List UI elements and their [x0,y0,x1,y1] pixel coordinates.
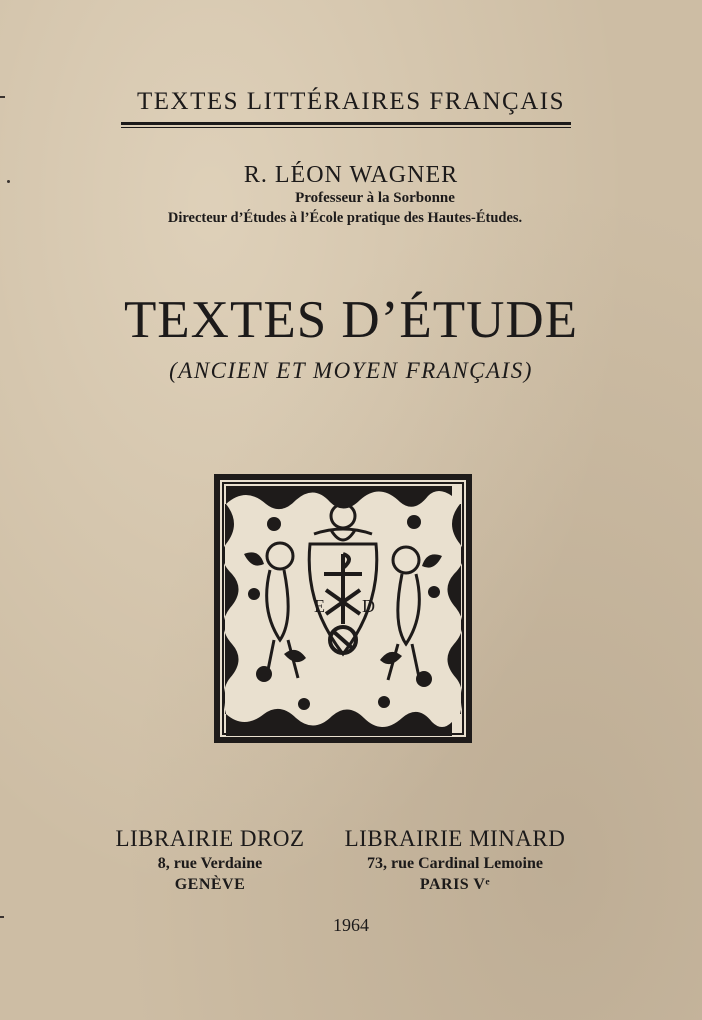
publisher-minard [330,826,580,894]
publisher-name: LIBRAIRIE MINARD [344,826,566,851]
publication-year: 1964 [333,915,369,935]
printer-device-emblem [214,474,472,743]
publisher-address: 8, rue Verdaine [157,855,263,872]
edge-mark [0,96,5,98]
publisher-name: LIBRAIRIE DROZ [115,826,305,851]
publisher-address: 73, rue Cardinal Lemoine [367,855,543,872]
speck [7,180,10,183]
publisher-city: GENÈVE [174,876,246,893]
series-title: TEXTES LITTÉRAIRES FRANÇAIS [137,88,565,115]
author-affiliation-1: Professeur à la Sorbonne [295,190,455,206]
book-title: TEXTES D’ÉTUDE [123,291,579,349]
publisher-city: PARIS Vᵉ [419,876,491,893]
series-rule-thick [121,122,571,125]
author-affiliation-2: Directeur d’Études à l’École pratique des Hautes-Études. [167,210,523,226]
publisher-droz [100,826,320,894]
author-name: R. LÉON WAGNER [243,162,459,188]
edge-mark [0,916,4,918]
emblem-letter-e: E [314,596,325,616]
emblem-letter-d: D [362,596,375,616]
series-rule-thin [121,127,571,128]
book-subtitle: (ANCIEN ET MOYEN FRANÇAIS) [169,358,533,383]
